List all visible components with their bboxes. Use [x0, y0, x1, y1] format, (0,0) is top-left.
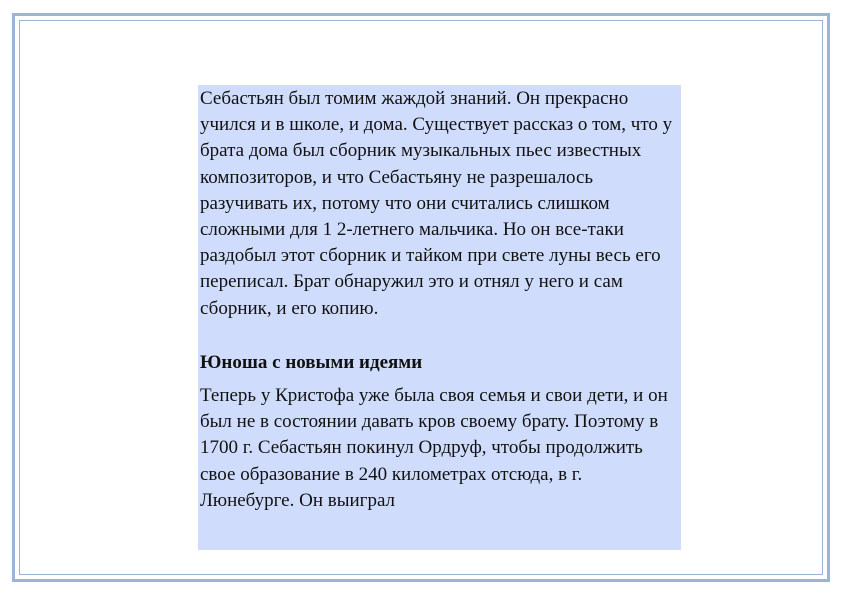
text-box [198, 85, 681, 550]
paragraph-1: Себастьян был томим жаждой знаний. Он прекрасно учился и в школе, и дома. Существует рассказ о том, что у брата дома был сборник музыкальных пьес известных композиторов, и что Себастьяну не разрешалось разучивать их, потому что они считались слишком сложными для 1 2-летнего мальчика. Но он все-таки раздобыл этот сборник и тайком при свете луны весь его переписал. Брат обнаружил это и отнял у него и сам сборник, и его копию. [200, 88, 673, 319]
section-heading: Юноша с новыми идеями [200, 351, 423, 373]
paragraph-2: Теперь у Кристофа уже была своя семья и свои дети, и он был не в состоянии давать кров своему брату. Поэтому в 1700 г. Себастьян покинул Ордруф, чтобы продолжить свое образование в 240 километрах отсюда, в г. Люнебурге. Он выиграл [200, 385, 668, 511]
